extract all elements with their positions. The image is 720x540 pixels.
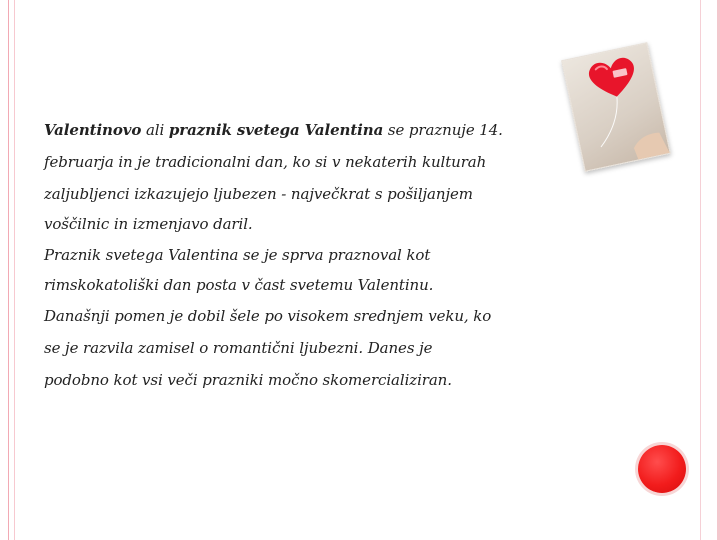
left-border-inner <box>14 0 15 540</box>
text-line-7: Današnji pomen je dobil šele po visokem srednjem veku, ko <box>44 307 492 325</box>
term-valentinovo: Valentinovo <box>44 121 142 139</box>
red-circle-decoration <box>638 445 686 493</box>
right-border <box>700 0 720 540</box>
text-line-3: zaljubljenci izkazujejo ljubezen - največkrat s pošiljanjem <box>44 185 473 203</box>
text-line-4: voščilnic in izmenjavo daril. <box>44 215 253 233</box>
text-line-1 <box>44 114 503 146</box>
text-line-5: Praznik svetega Valentina se je sprva praznoval kot <box>44 246 431 264</box>
text-fragment: ali <box>141 121 169 139</box>
text-line-8: se je razvila zamisel o romantični ljubezni. Danes je <box>44 339 433 357</box>
text-line-9: podobno kot vsi veči prazniki močno skomercializiran. <box>44 371 452 389</box>
text-line-2: februarja in je tradicionalni dan, ko si v nekaterih kulturah <box>44 153 487 171</box>
heart-balloon-icon <box>562 43 669 170</box>
slide-text <box>44 114 503 396</box>
heart-balloon-photo <box>561 42 671 172</box>
text-line-6: rimskokatoliški dan posta v čast svetemu Valentinu. <box>44 276 434 294</box>
left-border-outer <box>8 0 9 540</box>
term-praznik: praznik svetega Valentina <box>168 121 384 139</box>
text-fragment: se praznuje 14. <box>383 121 503 139</box>
